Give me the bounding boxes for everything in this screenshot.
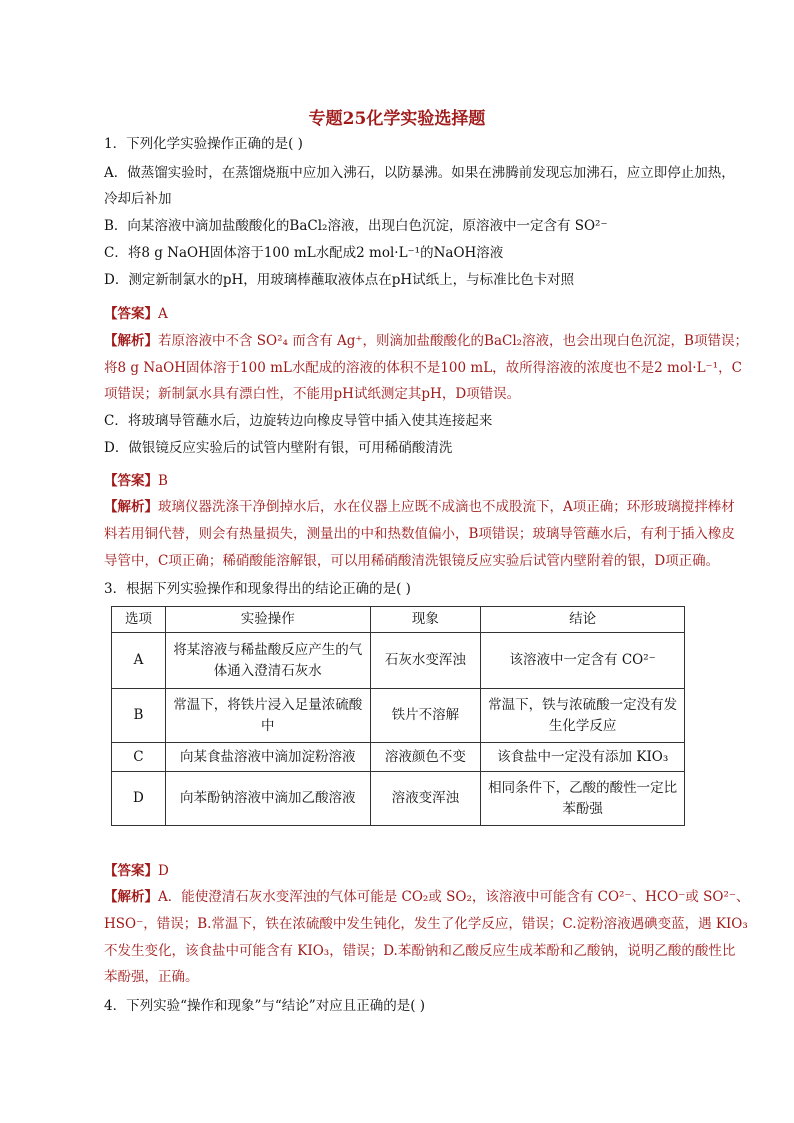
table-row bbox=[112, 689, 685, 743]
table-header: 选项 bbox=[112, 607, 166, 633]
table-cell: 向某食盐溶液中滴加淀粉溶液 bbox=[165, 743, 370, 772]
q1-analysis-3: 项错误；新制氯水具有漂白性，不能用pH试纸测定其pH，D项错误。 bbox=[104, 386, 521, 402]
answer-label: 【答案】 bbox=[104, 306, 158, 322]
table-row bbox=[112, 633, 685, 689]
q3-analysis-4: 苯酚强，正确。 bbox=[104, 969, 199, 985]
analysis-label: 【解析】 bbox=[104, 333, 158, 349]
analysis-text: 若原溶液中不含 SO²₄ 而含有 Ag⁺，则滴加盐酸酸化的BaCl₂溶液，也会出现白色沉淀，B项错误； bbox=[158, 333, 748, 349]
analysis-text: A．能使澄清石灰水变浑浊的气体可能是 CO₂或 SO₂，该溶液中可能含有 CO²⁻、HCO⁻或 SO²⁻、 bbox=[158, 889, 750, 905]
q1-option-b: B．向某溶液中滴加盐酸酸化的BaCl₂溶液，出现白色沉淀，原溶液中一定含有 SO²⁻ bbox=[104, 218, 608, 234]
q1-option-c: C．将8 g NaOH固体溶于100 mL水配成2 mol·L⁻¹的NaOH溶液 bbox=[104, 245, 504, 261]
q2-option-c: C．将玻璃导管蘸水后，边旋转边向橡皮导管中插入使其连接起来 bbox=[104, 413, 493, 429]
answer-value: A bbox=[158, 306, 168, 322]
q1-option-a: A．做蒸馏实验时，在蒸馏烧瓶中应加入沸石，以防暴沸。如果在沸腾前发现忘加沸石，应立即停止加热， bbox=[104, 165, 735, 181]
q4-stem: 4．下列实验“操作和现象”与“结论”对应且正确的是( ) bbox=[104, 998, 426, 1014]
table-cell: 向苯酚钠溶液中滴加乙酸溶液 bbox=[165, 772, 370, 826]
table-cell: 该溶液中一定含有 CO²⁻ bbox=[481, 633, 685, 689]
table-cell: 将某溶液与稀盐酸反应产生的气体通入澄清石灰水 bbox=[165, 633, 370, 689]
q2-analysis-3: 导管中，C项正确；稀硝酸能溶解银，可以用稀硝酸清洗银镜反应实验后试管内壁附着的银，D项正确。 bbox=[104, 553, 720, 569]
q2-option-d: D．做银镜反应实验后的试管内壁附有银，可用稀硝酸清洗 bbox=[104, 440, 453, 456]
table-cell: 该食盐中一定没有添加 KIO₃ bbox=[481, 743, 685, 772]
table-header: 现象 bbox=[370, 607, 481, 633]
table-header-row bbox=[112, 607, 685, 633]
q3-analysis-1 bbox=[104, 887, 750, 907]
table-cell: 常温下，将铁片浸入足量浓硫酸中 bbox=[165, 689, 370, 743]
answer-label: 【答案】 bbox=[104, 863, 158, 879]
q1-stem: 1．下列化学实验操作正确的是( ) bbox=[104, 136, 303, 152]
q2-analysis-2: 料若用铜代替，则会有热量损失，测量出的中和热数值偏小，B项错误；玻璃导管蘸水后，有利于插入橡皮 bbox=[104, 526, 735, 542]
table-row bbox=[112, 743, 685, 772]
q3-table bbox=[111, 606, 685, 826]
q1-analysis-2: 将8 g NaOH固体溶于100 mL水配成的溶液的体积不是100 mL，故所得溶液的浓度也不是2 mol·L⁻¹，C bbox=[104, 360, 742, 376]
answer-label: 【答案】 bbox=[104, 473, 158, 489]
table-cell: A bbox=[112, 633, 166, 689]
q1-option-a-cont: 冷却后补加 bbox=[104, 191, 172, 207]
q3-analysis-3: 不发生变化，该食盐中可能含有 KIO₃，错误；D.苯酚钠和乙酸反应生成苯酚和乙酸钠，说明乙酸的酸性比 bbox=[104, 943, 736, 959]
q3-stem: 3．根据下列实验操作和现象得出的结论正确的是( ) bbox=[104, 581, 411, 597]
table-row bbox=[112, 772, 685, 826]
table-cell: B bbox=[112, 689, 166, 743]
q1-answer bbox=[104, 304, 724, 324]
q2-analysis-1 bbox=[104, 497, 735, 517]
q1-option-d: D．测定新制氯水的pH，用玻璃棒蘸取液体点在pH试纸上，与标准比色卡对照 bbox=[104, 272, 575, 288]
table-cell: C bbox=[112, 743, 166, 772]
table-cell: 溶液变浑浊 bbox=[370, 772, 481, 826]
answer-value: D bbox=[158, 863, 169, 879]
q3-analysis-2: HSO⁻，错误；B.常温下，铁在浓硫酸中发生钝化，发生了化学反应，错误；C.淀粉溶液遇碘变蓝，遇 KIO₃ bbox=[104, 916, 748, 932]
table-cell: 溶液颜色不变 bbox=[370, 743, 481, 772]
table-header: 实验操作 bbox=[165, 607, 370, 633]
answer-value: B bbox=[158, 473, 168, 489]
table-cell: 常温下，铁与浓硫酸一定没有发生化学反应 bbox=[481, 689, 685, 743]
table-cell: 相同条件下，乙酸的酸性一定比苯酚强 bbox=[481, 772, 685, 826]
table-cell: 铁片不溶解 bbox=[370, 689, 481, 743]
analysis-text: 玻璃仪器洗涤干净倒掉水后，水在仪器上应既不成滴也不成股流下，A项正确；环形玻璃搅拌棒材 bbox=[158, 499, 735, 515]
analysis-label: 【解析】 bbox=[104, 499, 158, 515]
table-cell: D bbox=[112, 772, 166, 826]
page-title: 专题25化学实验选择题 bbox=[308, 109, 486, 129]
q3-answer bbox=[104, 861, 724, 881]
q1-analysis-1 bbox=[104, 331, 748, 351]
analysis-label: 【解析】 bbox=[104, 889, 158, 905]
table-cell: 石灰水变浑浊 bbox=[370, 633, 481, 689]
table-header: 结论 bbox=[481, 607, 685, 633]
q2-answer bbox=[104, 471, 724, 491]
